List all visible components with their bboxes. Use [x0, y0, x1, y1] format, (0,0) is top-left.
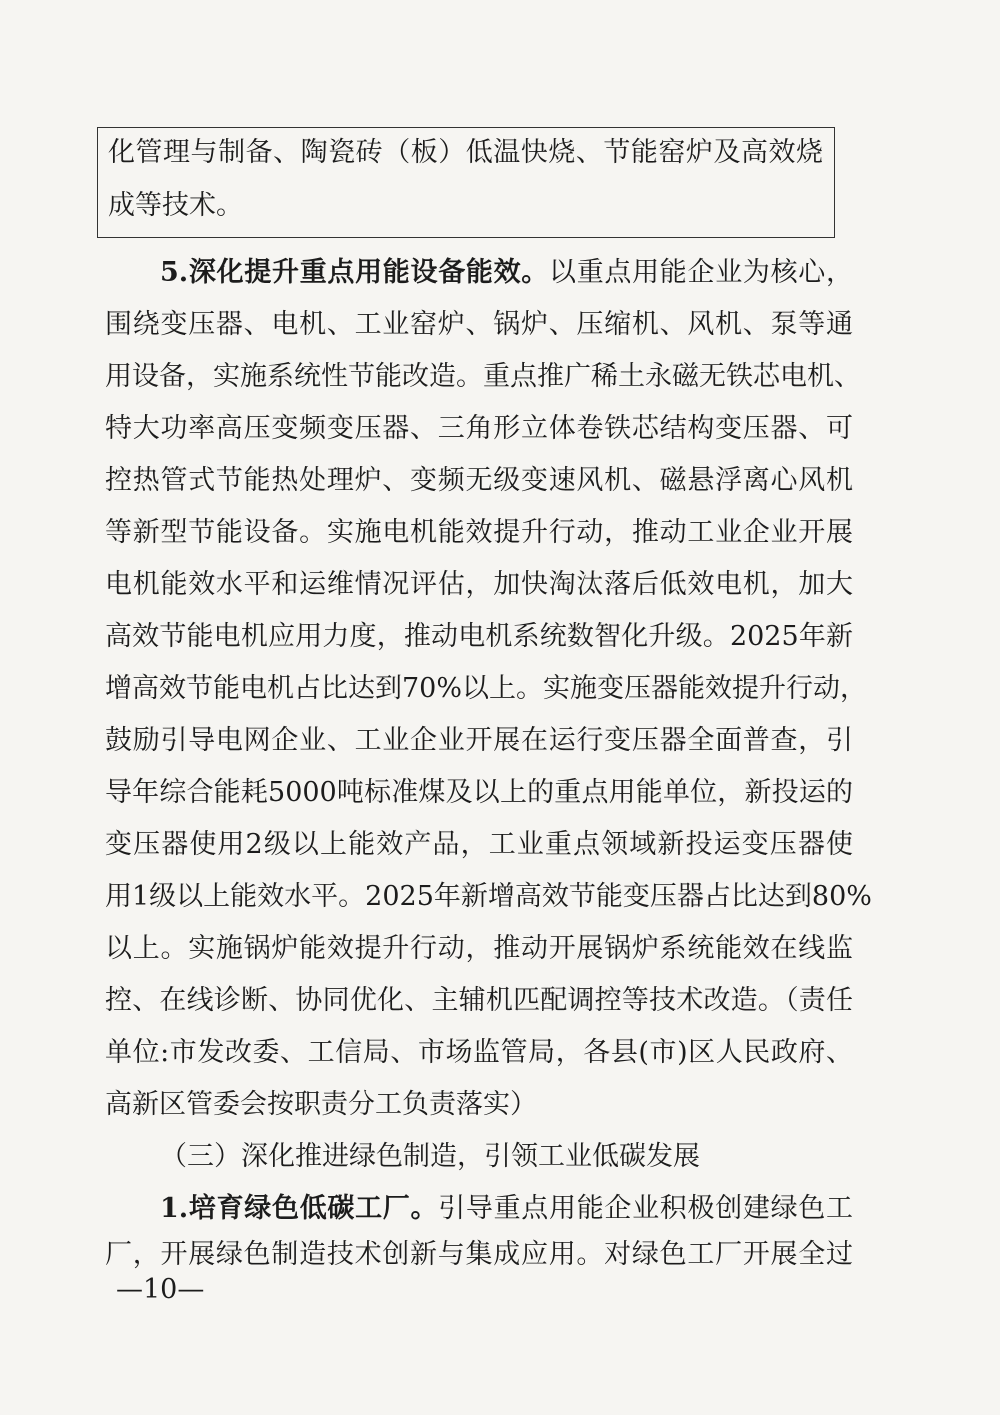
paragraph-line: 高效节能电机应用力度，推动电机系统数智化升级。2025年新	[105, 621, 853, 652]
paragraph-line: 围绕变压器、电机、工业窑炉、锅炉、压缩机、风机、泵等通	[105, 309, 853, 340]
paragraph-line: 以上。实施锅炉能效提升行动，推动开展锅炉系统能效在线监	[105, 933, 853, 964]
section5-first-line	[160, 254, 853, 292]
paragraph-line: 单位:市发改委、工信局、市场监管局，各县(市)区人民政府、	[105, 1037, 853, 1068]
box-text-line: 化管理与制备、陶瓷砖（板）低温快烧、节能窑炉及高效烧	[108, 137, 823, 168]
paragraph-line: 厂，开展绿色制造技术创新与集成应用。对绿色工厂开展全过	[105, 1239, 853, 1270]
item1-first-line-text: 引导重点用能企业积极创建绿色工	[438, 1193, 854, 1224]
paragraph-line: 控热管式节能热处理炉、变频无级变速风机、磁悬浮离心风机	[105, 465, 853, 496]
paragraph-line: 高新区管委会按职责分工负责落实）	[105, 1089, 537, 1120]
box-text-line: 成等技术。	[108, 190, 243, 221]
section5-heading: 5.深化提升重点用能设备能效。	[160, 257, 549, 288]
paragraph-line: 变压器使用2级以上能效产品，工业重点领域新投运变压器使	[105, 829, 853, 860]
section3-heading: （三）深化推进绿色制造，引领工业低碳发展	[160, 1141, 700, 1172]
paragraph-line: 鼓励引导电网企业、工业企业开展在运行变压器全面普查，引	[105, 725, 853, 756]
paragraph-line: 用1级以上能效水平。2025年新增高效节能变压器占比达到80%	[105, 881, 872, 912]
item1-first-line	[160, 1190, 853, 1228]
section5-first-line-text: 以重点用能企业为核心，	[549, 257, 854, 288]
item1-heading: 1.培育绿色低碳工厂。	[160, 1193, 439, 1224]
paragraph-line: 控、在线诊断、协同优化、主辅机匹配调控等技术改造。（责任	[105, 985, 853, 1016]
paragraph-line: 特大功率高压变频变压器、三角形立体卷铁芯结构变压器、可	[105, 413, 853, 444]
paragraph-line: 用设备，实施系统性节能改造。重点推广稀土永磁无铁芯电机、	[105, 361, 861, 392]
paragraph-line: 导年综合能耗5000吨标准煤及以上的重点用能单位，新投运的	[105, 777, 853, 808]
page-number: —10—	[116, 1274, 205, 1305]
paragraph-line: 增高效节能电机占比达到70%以上。实施变压器能效提升行动，	[105, 673, 868, 704]
paragraph-line: 电机能效水平和运维情况评估，加快淘汰落后低效电机，加大	[105, 569, 853, 600]
paragraph-line: 等新型节能设备。实施电机能效提升行动，推动工业企业开展	[105, 517, 853, 548]
